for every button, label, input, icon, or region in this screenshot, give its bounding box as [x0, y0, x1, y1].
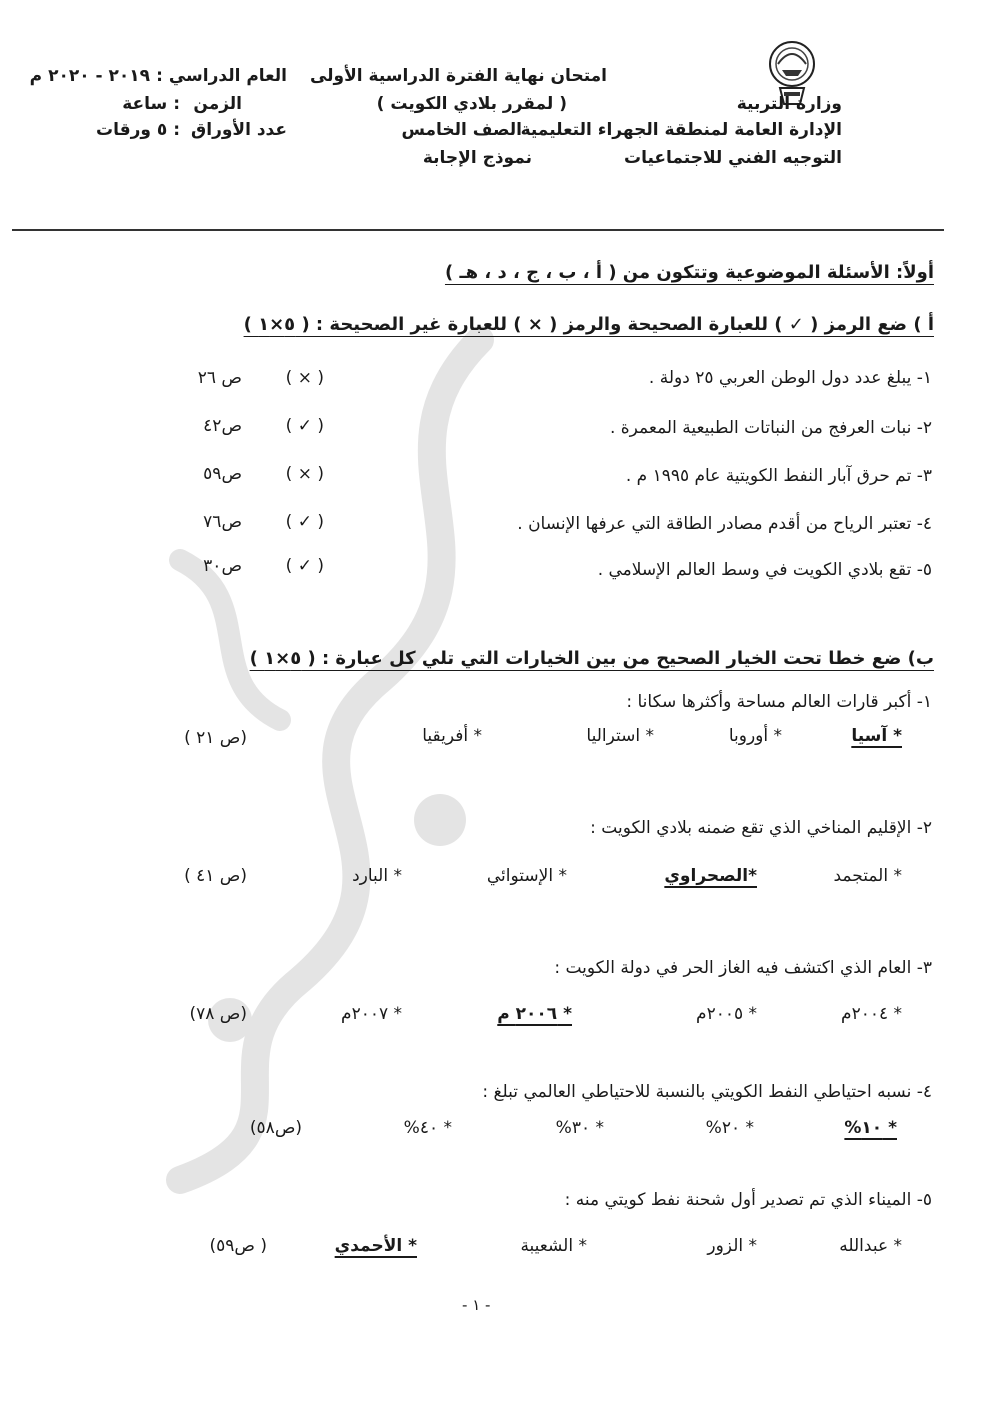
section-b-title: ب) ضع خطا تحت الخيار الصحيح من بين الخيارات التي تلي كل عبارة : ( ٥×١ ) — [249, 648, 934, 669]
mc-q4-option-2: * ٢٠% — [705, 1118, 754, 1138]
grade-label: الصف الخامس — [401, 120, 522, 140]
tf-page-3: ص٥٩ — [203, 464, 242, 484]
mc-q4-option-1: * ١٠% — [844, 1118, 897, 1138]
mc-q3-page: (ص ٧٨) — [189, 1004, 247, 1024]
tf-statement-2: ٢- نبات العرفج من النباتات الطبيعية المعمرة . — [609, 418, 932, 438]
exam-title: امتحان نهاية الفترة الدراسية الأولى — [309, 66, 607, 86]
mc-q2-option-1: * المتجمد — [833, 866, 902, 886]
mc-q2-option-3: * الإستوائي — [486, 866, 567, 886]
mc-q3-option-4: * ٢٠٠٧م — [341, 1004, 402, 1024]
tf-page-1: ص ٢٦ — [197, 368, 242, 388]
mc-q2-option-2: *الصحراوي — [664, 866, 757, 886]
pages-label: عدد الأوراق — [191, 120, 287, 140]
mc-q1-option-3: * استراليا — [586, 726, 654, 746]
mc-q3-option-1: * ٢٠٠٤م — [841, 1004, 902, 1024]
section-a-title: أ ) ضع الرمز ( ✓ ) للعبارة الصحيحة والرمز ( × ) للعبارة غير الصحيحة : ( ٥×١ ) — [243, 314, 934, 335]
answer-model-label: نموذج الإجابة — [422, 148, 532, 168]
mc-question-3: ٣- العام الذي اكتشف فيه الغاز الحر في دولة الكويت : — [554, 958, 932, 978]
directorate-name: الإدارة العامة لمنطقة الجهراء التعليمية — [520, 120, 842, 140]
mc-q5-option-3: * الشعيبة — [520, 1236, 587, 1256]
mc-q2-option-4: * البارد — [352, 866, 402, 886]
mc-q4-page: (ص٥٨) — [249, 1118, 302, 1138]
tf-mark-2: ( ✓ ) — [285, 416, 324, 436]
mc-q4-option-4: * ٤٠% — [403, 1118, 452, 1138]
mc-question-4: ٤- نسبه احتياطي النفط الكويتي بالنسبة للاحتياطي العالمي تبلغ : — [482, 1082, 932, 1102]
tf-statement-1: ١- يبلغ عدد دول الوطن العربي ٢٥ دولة . — [648, 368, 932, 388]
part1-title: أولاً: الأسئلة الموضوعية وتتكون من ( أ ، ب ، ج ، د ، هـ ) — [444, 262, 934, 283]
ministry-name: وزارة التربية — [736, 94, 842, 114]
mc-question-5: ٥- الميناء الذي تم تصدير أول شحنة نفط كويتي منه : — [564, 1190, 932, 1210]
course-name: ( لمقرر بلادي الكويت ) — [376, 94, 567, 114]
tf-mark-4: ( ✓ ) — [285, 512, 324, 532]
mc-q3-option-2: * ٢٠٠٥م — [696, 1004, 757, 1024]
year-value: ٢٠١٩ - ٢٠٢٠ م — [29, 66, 150, 86]
mc-question-1: ١- أكبر قارات العالم مساحة وأكثرها سكانا : — [626, 692, 932, 712]
tf-statement-5: ٥- تقع بلادي الكويت في وسط العالم الإسلامي . — [597, 560, 932, 580]
tf-mark-5: ( ✓ ) — [285, 556, 324, 576]
mc-q5-option-1: * عبدالله — [839, 1236, 902, 1256]
pages-value: : ٥ ورقات — [96, 120, 180, 140]
mc-q5-option-2: * الزور — [707, 1236, 757, 1256]
tf-page-2: ص٤٢ — [203, 416, 242, 436]
mc-q3-option-3: * ٢٠٠٦ م — [497, 1004, 572, 1024]
time-label: الزمن — [193, 94, 242, 114]
tf-statement-3: ٣- تم حرق آبار النفط الكويتية عام ١٩٩٥ م . — [625, 466, 932, 486]
mc-q1-page: (ص ٢١ ) — [184, 728, 247, 748]
tf-page-4: ص٧٦ — [203, 512, 242, 532]
time-value: : ساعة — [122, 94, 180, 114]
department-name: التوجيه الفني للاجتماعيات — [623, 148, 842, 168]
tf-page-5: ص٣٠ — [203, 556, 242, 576]
page-number: - ١ - — [462, 1296, 491, 1314]
mc-q5-option-4: * الأحمدي — [334, 1236, 417, 1256]
mc-q1-option-1: * آسيا — [851, 726, 902, 746]
year-label: العام الدراسي : — [156, 66, 287, 86]
mc-question-2: ٢- الإقليم المناخي الذي تقع ضمنه بلادي الكويت : — [590, 818, 932, 838]
header-divider — [12, 229, 944, 231]
tf-mark-1: ( × ) — [285, 368, 324, 388]
mc-q1-option-2: * أوروبا — [728, 726, 782, 746]
mc-q4-option-3: * ٣٠% — [555, 1118, 604, 1138]
tf-mark-3: ( × ) — [285, 464, 324, 484]
mc-q1-option-4: * أفريقيا — [422, 726, 482, 746]
mc-q2-page: (ص ٤١ ) — [184, 866, 247, 886]
mc-q5-page: ( ص٥٩) — [209, 1236, 267, 1256]
tf-statement-4: ٤- تعتبر الرياح من أقدم مصادر الطاقة التي عرفها الإنسان . — [517, 514, 932, 534]
